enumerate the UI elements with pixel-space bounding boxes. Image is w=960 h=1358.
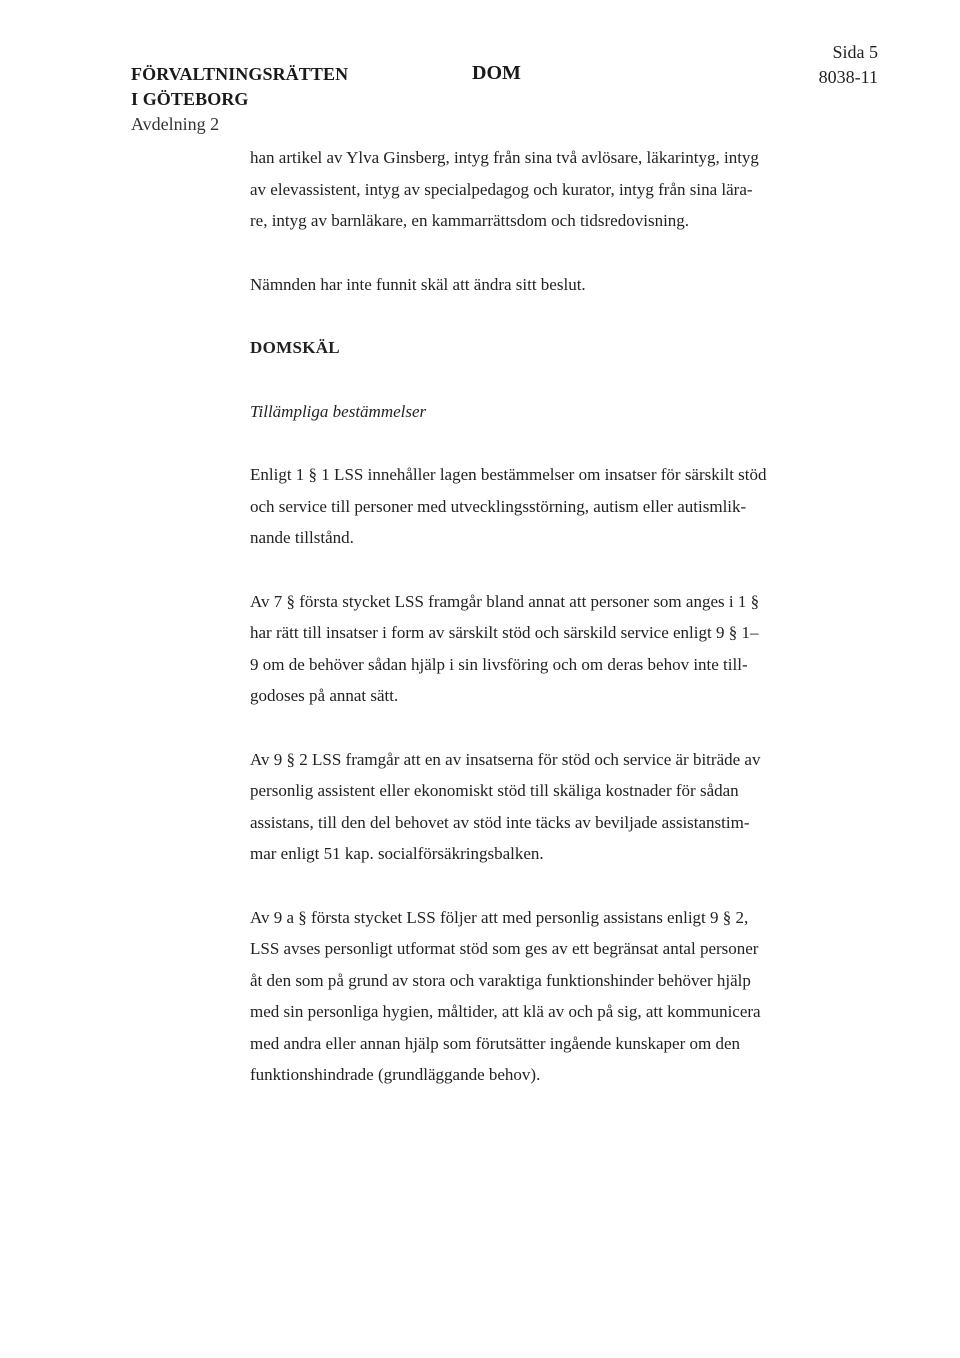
text-line: godoses på annat sätt. [250,686,399,705]
text-line: Enligt 1 § 1 LSS innehåller lagen bestämmelser om insatser för särskilt stöd [250,465,767,484]
text-line: nande tillstånd. [250,528,354,547]
document-type: DOM [472,62,521,84]
text-line: och service till personer med utvecklingsstörning, autism eller autismlik- [250,496,747,516]
text-line: personlig assistent eller ekonomiskt stöd till skäliga kostnader för sådan [250,781,739,800]
text-line: åt den som på grund av stora och varaktiga funktionshinder behöver hjälp [250,970,751,990]
paragraph-lss-9a [250,902,810,1091]
document-body [250,142,810,1091]
text-line: re, intyg av barnläkare, en kammarrättsdom och tidsredovisning. [250,211,690,230]
text-line: funktionshindrade (grundläggande behov). [250,1065,541,1084]
court-name-line1: FÖRVALTNINGSRÄTTEN [131,64,349,84]
text-line: mar enligt 51 kap. socialförsäkringsbalken. [250,844,544,863]
page-number: Sida 5 [832,42,878,62]
page-info [819,40,878,90]
court-name-line2: I GÖTEBORG [131,89,249,109]
text-line: av elevassistent, intyg av specialpedagog och kurator, intyg från sina lära- [250,179,753,199]
text-line: Av 9 a § första stycket LSS följer att med personlig assistans enligt 9 § 2, [250,907,749,927]
text-line: Av 9 § 2 LSS framgår att en av insatserna för stöd och service är biträde av [250,749,761,769]
court-header [131,62,348,137]
paragraph-lss-1 [250,459,810,554]
text-line: 9 om de behöver sådan hjälp i sin livsföring och om deras behov inte till- [250,654,748,674]
court-division: Avdelning 2 [131,114,220,134]
case-number: 8038-11 [818,67,878,87]
text-line: med andra eller annan hjälp som förutsätter ingående kunskaper om den [250,1033,740,1053]
paragraph-lss-7 [250,586,810,712]
text-line: har rätt till insatser i form av särskilt stöd och särskild service enligt 9 § 1– [250,623,759,642]
paragraph-evidence [250,142,810,237]
section-subheading: Tillämpliga bestämmelser [250,401,427,421]
section-heading: DOMSKÄL [250,338,340,357]
paragraph-board-position: Nämnden har inte funnit skäl att ändra sitt beslut. [250,274,586,294]
text-line: assistans, till den del behovet av stöd inte täcks av beviljade assistanstim- [250,812,750,832]
text-line: med sin personliga hygien, måltider, att klä av och på sig, att kommunicera [250,1002,761,1021]
paragraph-lss-9 [250,744,810,870]
text-line: han artikel av Ylva Ginsberg, intyg från sina två avlösare, läkarintyg, intyg [250,148,759,167]
text-line: LSS avses personligt utformat stöd som ges av ett begränsat antal personer [250,939,759,958]
text-line: Av 7 § första stycket LSS framgår bland annat att personer som anges i 1 § [250,591,760,611]
